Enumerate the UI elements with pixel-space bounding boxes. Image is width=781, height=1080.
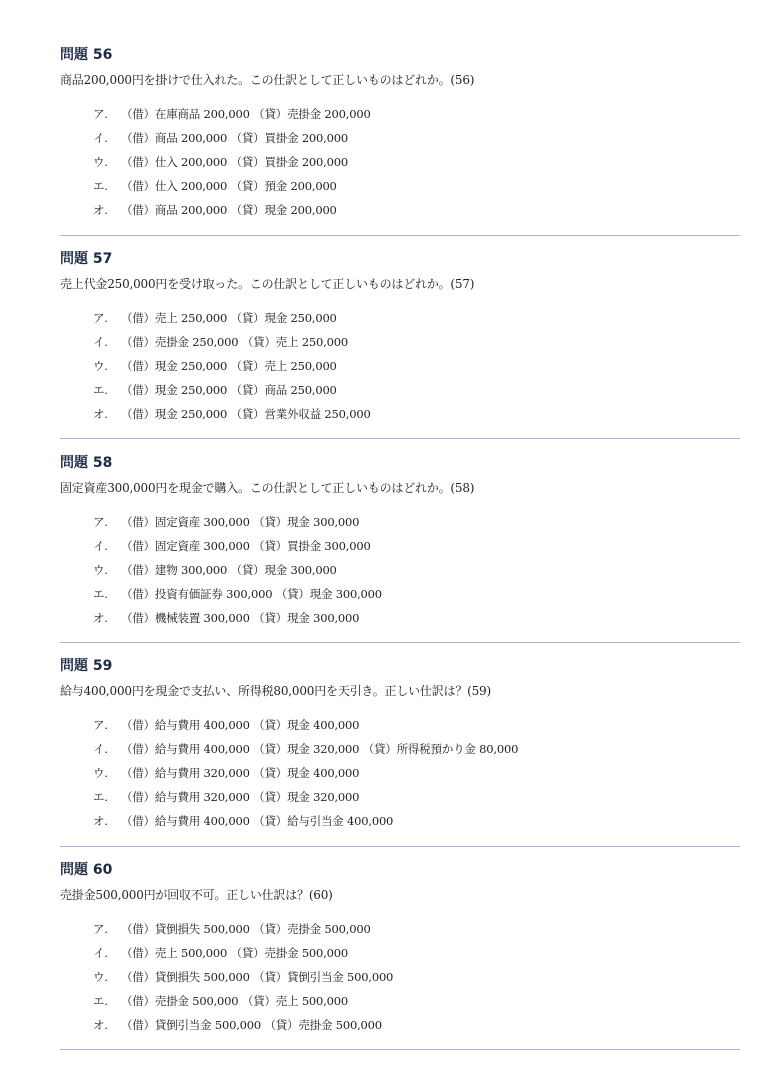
section-divider (60, 642, 740, 643)
option-text: （借）建物 300,000 （貸）現金 300,000 (121, 563, 337, 577)
option-text: （借）売掛金 500,000 （貸）売上 500,000 (121, 994, 348, 1008)
section-divider (60, 235, 740, 236)
option-o[interactable] (93, 405, 371, 429)
question-text: 売掛金500,000円が回収不可。正しい仕訳は？(60) (60, 888, 333, 902)
question-title: 問題 60 (60, 862, 113, 878)
option-mark: エ. (93, 994, 108, 1008)
option-a[interactable] (93, 105, 371, 129)
option-text: （借）仕入 200,000 （貸）預金 200,000 (121, 179, 337, 193)
option-text: （借）給与費用 400,000 （貸）給与引当金 400,000 (121, 814, 394, 828)
option-text: （借）貸倒引当金 500,000 （貸）売掛金 500,000 (121, 1018, 382, 1032)
question-title: 問題 59 (60, 658, 113, 674)
option-o[interactable] (93, 1016, 393, 1040)
option-a[interactable] (93, 920, 393, 944)
option-a[interactable] (93, 309, 371, 333)
option-text: （借）固定資産 300,000 （貸）現金 300,000 (121, 515, 360, 529)
option-i[interactable] (93, 129, 371, 153)
option-text: （借）機械装置 300,000 （貸）現金 300,000 (121, 611, 360, 625)
option-text: （借）固定資産 300,000 （貸）買掛金 300,000 (121, 539, 371, 553)
question-title: 問題 58 (60, 455, 113, 471)
option-o[interactable] (93, 812, 518, 836)
option-mark: イ. (93, 335, 108, 349)
option-list (93, 716, 518, 836)
question-text: 売上代金250,000円を受け取った。この仕訳として正しいものはどれか。(57) (60, 277, 475, 291)
option-i[interactable] (93, 537, 382, 561)
option-mark: ウ. (93, 359, 108, 373)
option-e[interactable] (93, 381, 371, 405)
section-divider (60, 846, 740, 847)
option-mark: オ. (93, 203, 108, 217)
option-text: （借）給与費用 400,000 （貸）現金 400,000 (121, 718, 360, 732)
option-text: （借）在庫商品 200,000 （貸）売掛金 200,000 (121, 107, 371, 121)
option-mark: イ. (93, 742, 108, 756)
option-mark: オ. (93, 814, 108, 828)
option-text: （借）売上 250,000 （貸）現金 250,000 (121, 311, 337, 325)
option-u[interactable] (93, 357, 371, 381)
option-u[interactable] (93, 153, 371, 177)
option-text: （借）売掛金 250,000 （貸）売上 250,000 (121, 335, 348, 349)
option-text: （借）給与費用 320,000 （貸）現金 320,000 (121, 790, 360, 804)
option-text: （借）貸倒損失 500,000 （貸）貸倒引当金 500,000 (121, 970, 394, 984)
option-mark: ウ. (93, 563, 108, 577)
option-text: （借）商品 200,000 （貸）現金 200,000 (121, 203, 337, 217)
option-mark: ウ. (93, 970, 108, 984)
option-mark: イ. (93, 539, 108, 553)
option-mark: ウ. (93, 766, 108, 780)
section-divider (60, 438, 740, 439)
option-text: （借）商品 200,000 （貸）買掛金 200,000 (121, 131, 348, 145)
option-mark: エ. (93, 790, 108, 804)
option-list (93, 513, 382, 633)
option-text: （借）投資有価証券 300,000 （貸）現金 300,000 (121, 587, 382, 601)
option-mark: ア. (93, 311, 108, 325)
option-text: （借）現金 250,000 （貸）営業外収益 250,000 (121, 407, 371, 421)
option-o[interactable] (93, 609, 382, 633)
option-mark: エ. (93, 587, 108, 601)
option-text: （借）現金 250,000 （貸）売上 250,000 (121, 359, 337, 373)
question-text: 商品200,000円を掛けで仕入れた。この仕訳として正しいものはどれか。(56) (60, 73, 475, 87)
option-list (93, 920, 393, 1040)
option-text: （借）仕入 200,000 （貸）買掛金 200,000 (121, 155, 348, 169)
option-i[interactable] (93, 333, 371, 357)
option-list (93, 105, 371, 225)
option-text: （借）売上 500,000 （貸）売掛金 500,000 (121, 946, 348, 960)
option-i[interactable] (93, 740, 518, 764)
option-u[interactable] (93, 968, 393, 992)
option-u[interactable] (93, 561, 382, 585)
option-e[interactable] (93, 177, 371, 201)
option-mark: ア. (93, 515, 108, 529)
option-list (93, 309, 371, 429)
question-text: 給与400,000円を現金で支払い、所得税80,000円を天引き。正しい仕訳は？(59) (60, 684, 491, 698)
option-mark: オ. (93, 1018, 108, 1032)
option-mark: イ. (93, 946, 108, 960)
question-title: 問題 57 (60, 251, 113, 267)
option-mark: オ. (93, 407, 108, 421)
option-mark: イ. (93, 131, 108, 145)
option-o[interactable] (93, 201, 371, 225)
option-mark: ウ. (93, 155, 108, 169)
option-mark: オ. (93, 611, 108, 625)
option-i[interactable] (93, 944, 393, 968)
option-text: （借）貸倒損失 500,000 （貸）売掛金 500,000 (121, 922, 371, 936)
option-e[interactable] (93, 992, 393, 1016)
option-mark: エ. (93, 179, 108, 193)
option-u[interactable] (93, 764, 518, 788)
option-mark: ア. (93, 922, 108, 936)
option-mark: エ. (93, 383, 108, 397)
option-a[interactable] (93, 716, 518, 740)
option-text: （借）給与費用 400,000 （貸）現金 320,000 （貸）所得税預かり金 80,000 (121, 742, 519, 756)
option-mark: ア. (93, 718, 108, 732)
question-title: 問題 56 (60, 47, 113, 63)
section-divider (60, 1049, 740, 1050)
option-a[interactable] (93, 513, 382, 537)
option-mark: ア. (93, 107, 108, 121)
option-e[interactable] (93, 788, 518, 812)
question-text: 固定資産300,000円を現金で購入。この仕訳として正しいものはどれか。(58) (60, 481, 475, 495)
option-text: （借）給与費用 320,000 （貸）現金 400,000 (121, 766, 360, 780)
option-text: （借）現金 250,000 （貸）商品 250,000 (121, 383, 337, 397)
option-e[interactable] (93, 585, 382, 609)
